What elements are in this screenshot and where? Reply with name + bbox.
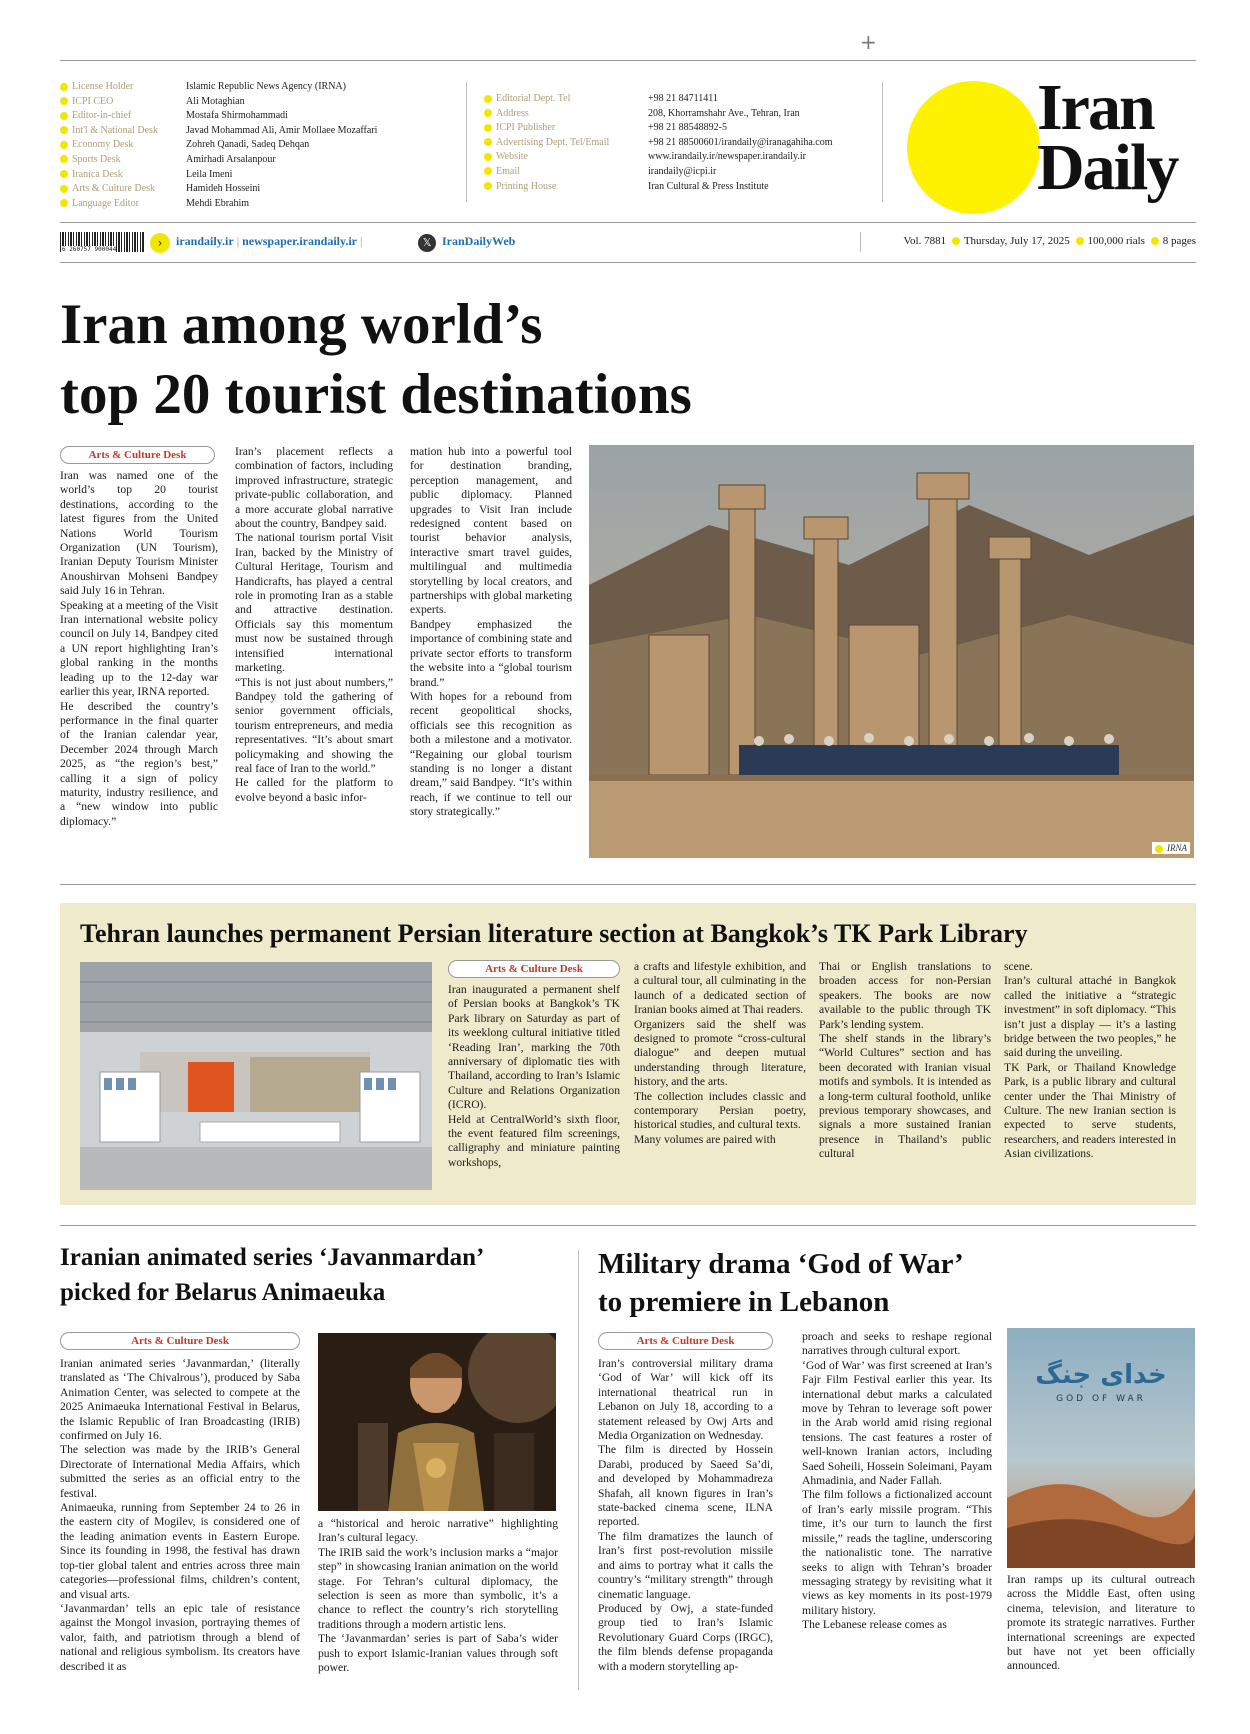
page-count: 8 pages — [1162, 235, 1196, 247]
paragraph: The national tourism portal Visit Iran, backed by the Ministry of Cultural Heritage, Tourism and Handicrafts, has played a central role in promoting Iran as a stable and attractive destination. Officials say this momentum must now be sustained through intensified international marketing. — [235, 531, 393, 675]
headline-line-2: top 20 tourist destinations — [60, 363, 692, 426]
paragraph: He called for the platform to evolve beyond a basic infor- — [235, 776, 393, 804]
paragraph: The ‘Javanmardan’ series is part of Saba’s wider push to export Islamic-Iranian values through soft power. — [318, 1632, 558, 1675]
staff-label: Economy Desk — [72, 139, 134, 151]
staff-label: Arts & Culture Desk — [72, 183, 156, 195]
contact-labels — [484, 92, 644, 194]
story2-column-3 — [819, 960, 991, 1162]
staff-value: Amirhadi Arsalanpour — [186, 153, 276, 165]
newspaper-link[interactable]: newspaper.irandaily.ir — [242, 234, 358, 248]
logo-circle — [907, 81, 1040, 214]
story3-headline — [60, 1240, 580, 1310]
headline-line-1: Iranian animated series ‘Javanmardan’ — [60, 1244, 485, 1271]
volume: Vol. 7881 — [903, 235, 947, 247]
paragraph: scene. — [1004, 960, 1033, 973]
staff-value: Javad Mohammad Ali, Amir Mollaee Mozaffari — [186, 124, 378, 136]
contact-value: Iran Cultural & Press Institute — [648, 180, 769, 192]
library-illustration — [80, 962, 432, 1190]
story1-column-3 — [410, 445, 572, 820]
headline-line-1: Iran among world’s — [60, 293, 543, 356]
paragraph: With hopes for a rebound from recent geopolitical shocks, officials see this recognition as both a milestone and a motivator. “Regaining our global tourism standing is no longer a distant dream,” said Bandpey. “It’s within reach, if we continue to tell our story strategically.” — [410, 689, 572, 819]
story2-column-1 — [448, 983, 620, 1170]
story1-column-1 — [60, 469, 218, 829]
masthead-rule — [60, 222, 1196, 223]
top-rule — [60, 60, 1196, 61]
staff-value: Leila Imeni — [186, 168, 233, 180]
poster-title: GOD OF WAR — [1056, 1394, 1146, 1404]
staff-label: Int'l & National Desk — [72, 124, 158, 136]
arrow-right-icon: › — [150, 233, 170, 253]
contact-label: Address — [496, 107, 529, 119]
paragraph: Organizers said the shelf was designed to promote “cross-cultural dialogue” and deepen mutual understanding through literature, history, and the arts. — [634, 1017, 806, 1089]
poster-illustration — [1007, 1328, 1195, 1568]
staff-value: Ali Motaghian — [186, 95, 245, 107]
staff-label: Language Editor — [72, 197, 139, 209]
story4-column-1 — [598, 1357, 773, 1674]
infobar-rule — [60, 262, 1196, 263]
staff-labels — [60, 80, 180, 211]
paragraph: Iran inaugurated a permanent shelf of Persian books at Bangkok’s TK Park library on Saturday as part of its weeklong cultural initiative titled ‘Reading Iran’, marking the 70th anniversary of diplomatic ties with Thailand, according to Iran’s Islamic Culture and Relations Organization (ICRO). — [448, 983, 620, 1112]
staff-value: Mostafa Shirmohammadi — [186, 110, 288, 122]
price: 100,000 rials — [1087, 235, 1145, 247]
logo-line-1: Iran — [1037, 71, 1154, 144]
column-divider — [578, 1250, 579, 1690]
headline-line-2: picked for Belarus Animaeuka — [60, 1279, 386, 1306]
info-divider — [860, 232, 861, 252]
paragraph: ‘God of War’ was first screened at Iran’s Fajr Film Festival earlier this year. Its international debut marks a calculated move by Tehran to leverage soft power in the Arab world amid rising regional tensions. The cast features a roster of well-known Iranian actors, including Saed Soheili, Hossein Soleimani, Payam Ahmadinia, and Nader Fallah. — [802, 1358, 992, 1488]
staff-value: Zohreh Qanadi, Sadeq Dehqan — [186, 139, 310, 151]
paragraph: ‘Javanmardan’ tells an epic tale of resistance against the Mongol invasion, portraying themes of valor, faith, and patriotism through a blend of national and religious symbolism. Its creators have described it as — [60, 1601, 300, 1673]
staff-label: Iranica Desk — [72, 168, 123, 180]
section-rule — [60, 1225, 1196, 1226]
library-photo — [80, 962, 432, 1190]
desk-badge: Arts & Culture Desk — [60, 1332, 300, 1350]
story3-column-1 — [60, 1357, 300, 1674]
persepolis-illustration — [589, 445, 1194, 858]
paragraph: Iran was named one of the world’s top 20 tourist destinations, according to the latest figures from the United Nations World Tourism Organization (UN Tourism), Iranian Deputy Tourism Minister Anoushirvan Mohseni Bandpey said July 16 in Tehran. — [60, 469, 218, 598]
paragraph: Iran’s controversial military drama ‘God of War’ will kick off its international theatrical run in Lebanon on July 18, according to a statement released by Owj Arts and Media Organization on Wednesday. — [598, 1357, 773, 1443]
contact-label: Email — [496, 165, 520, 177]
contact-value: +98 21 88548892-5 — [648, 122, 727, 134]
paragraph: The collection includes classic and contemporary Persian poetry, historical studies, and cultural texts. — [634, 1089, 806, 1132]
paragraph: The Lebanese release comes as — [802, 1618, 947, 1632]
story4-column-3 — [1007, 1573, 1195, 1674]
paragraph: Iran ramps up its cultural outreach across the Middle East, often using cinema, television, and literature to promote its strategic narratives. Further international screenings are expected but have not yet been officially announced. — [1007, 1573, 1195, 1673]
headline-line-2: to premiere in Lebanon — [598, 1286, 890, 1318]
column-divider — [466, 82, 467, 202]
logo[interactable] — [1037, 71, 1178, 204]
paragraph: Many volumes are paired with — [634, 1132, 776, 1146]
contact-value: +98 21 88500601/irandaily@iranagahiha.com — [648, 136, 833, 148]
god-of-war-poster — [1007, 1328, 1195, 1568]
paragraph: The shelf stands in the library’s “World Cultures” section and has been decorated with Iranian visual motifs and symbols. It is intended as a long-term cultural foothold, unlike previous temporary showcases, and signals a more sustained Iranian presence in Thailand’s public cultural — [819, 1032, 991, 1161]
contact-label: Website — [496, 151, 528, 163]
paragraph: Iran’s cultural attaché in Bangkok called the initiative a “strategic investment” in soft diplomacy. “This isn’t just a display — it’s a lasting bridge between the two peoples,” he said during the unveiling. — [1004, 974, 1176, 1060]
javanmardan-photo — [318, 1333, 556, 1511]
contact-values — [648, 92, 878, 194]
column-divider — [882, 82, 883, 202]
staff-label: Editor-in-chief — [72, 110, 132, 122]
paragraph: Speaking at a meeting of the Visit Iran international website policy council on July 14, Bandpey cited a UN report highlighting Iran’s global ranking in the months leading up to the 12-day war earlier this year, IRNA reported. — [60, 598, 218, 699]
staff-label: Sports Desk — [72, 153, 121, 165]
photo-credit — [1152, 842, 1190, 854]
story1-headline — [60, 290, 960, 430]
barcode-number: 6 260757 900044 — [62, 246, 117, 253]
paragraph: Bandpey emphasized the importance of combining state and private sector efforts to transform the website into a “global tourism brand.” — [410, 617, 572, 689]
issue-info — [903, 235, 1196, 247]
contact-value: +98 21 84711411 — [648, 93, 718, 104]
paragraph: The selection was made by the IRIB’s General Directorate of International Media Affairs, which submitted the series as an official entry to the festival. — [60, 1443, 300, 1500]
site-link[interactable]: irandaily.ir — [176, 234, 234, 248]
story2-headline: Tehran launches permanent Persian literature section at Bangkok’s TK Park Library — [80, 919, 1028, 948]
contact-label: ICPI Publisher — [496, 122, 556, 134]
paragraph: proach and seeks to reshape regional narratives through cultural export. — [802, 1330, 992, 1358]
paragraph: a “historical and heroic narrative” highlighting Iran’s cultural legacy. — [318, 1517, 558, 1545]
paragraph: Thai or English translations to broaden access for non-Persian speakers. The books are now available to the public through TK Park’s lending system. — [819, 960, 991, 1031]
paragraph: Iran’s placement reflects a combination of factors, including improved infrastructure, strategic private-public collaboration, and a more accurate global narrative about the country, Bandpey said. — [235, 445, 393, 531]
website-links: irandaily.ir | newspaper.irandaily.ir | — [176, 234, 363, 248]
paragraph: TK Park, or Thailand Knowledge Park, is a public library and cultural center under the Thai Ministry of Culture. The new Iranian section is expected to serve students, researchers, and readers interested in Asian civilizations. — [1004, 1060, 1176, 1161]
story3-column-2 — [318, 1517, 558, 1675]
x-social-icon: 𝕏 — [418, 234, 436, 252]
staff-value: Mehdi Ebrahim — [186, 197, 250, 209]
headline-line-1: Military drama ‘God of War’ — [598, 1248, 964, 1280]
photo-credit-text: IRNA — [1167, 843, 1187, 853]
date: Thursday, July 17, 2025 — [963, 235, 1070, 247]
paragraph: Iranian animated series ‘Javanmardan,’ (literally translated as ‘The Chivalrous’), produced by Saba Animation Center, was selected to compete at the 2025 Animaeuka International Festival in Belarus, the Islamic Republic of Iran Broadcasting (IRIB) confirmed on July 16. — [60, 1357, 300, 1443]
contact-value: www.irandaily.ir/newspaper.irandaily.ir — [648, 151, 807, 163]
paragraph: mation hub into a powerful tool for destination branding, perception management, and public diplomacy. Planned upgrades to Visit Iran include redesigned content based on tourist behavior analysis, interactive smart travel guides, multilingual and multimedia storytelling by local creators, and partnerships with global marketing experts. — [410, 445, 572, 617]
story4-column-2 — [802, 1330, 992, 1633]
story2-column-2 — [634, 960, 806, 1147]
paragraph: The film follows a fictionalized account of Iran’s early missile program. “This time, it’s our turn to launch the first missile,” reads the tagline, underscoring the nationalistic tone. The narrative seeks to align with Tehran’s broader messaging strategy by revisiting what it views as key moments in its post-1979 military history. — [802, 1488, 992, 1617]
story4-headline — [598, 1245, 1018, 1321]
staff-label: License Holder — [72, 81, 134, 92]
paragraph: a crafts and lifestyle exhibition, and a cultural tour, all culminating in the launch of a dedicated section of Iranian books aimed at Thai readers. — [634, 960, 806, 1017]
contact-label: Advertising Dept. Tel/Email — [496, 136, 610, 148]
paragraph: The film dramatizes the launch of Iran’s first post-revolution missile and aims to portray what it calls the country’s “military strength” through cinematic language. — [598, 1529, 773, 1601]
social-handle[interactable]: IranDailyWeb — [442, 234, 516, 248]
persepolis-photo — [589, 445, 1194, 858]
paragraph: Produced by Owj, a state-funded group tied to Iran’s Islamic Revolutionary Guard Corps (IRGC), the film blends defense propaganda with a modern storytelling ap- — [598, 1601, 773, 1673]
crop-mark-icon: + — [860, 30, 877, 54]
paragraph: The film is directed by Hossein Darabi, produced by Saeed Sa’di, and developed by Mohammadreza Shafah, all known figures in Iran’s state-backed cinema scene, ILNA reported. — [598, 1443, 773, 1529]
staff-value: Hamideh Hosseini — [186, 183, 261, 195]
section-rule — [60, 884, 1196, 885]
desk-badge: Arts & Culture Desk — [598, 1332, 773, 1350]
paragraph: “This is not just about numbers,” Bandpey told the gathering of senior government officials, tourism entrepreneurs, and media representatives. “It’s about smart policymaking and showing the real face of Iran to the world.” — [235, 675, 393, 775]
staff-label: ICPI CEO — [72, 95, 114, 107]
desk-badge: Arts & Culture Desk — [448, 960, 620, 978]
story1-column-2 — [235, 445, 393, 805]
contact-value: 208, Khorramshahr Ave., Tehran, Iran — [648, 107, 800, 119]
staff-values — [186, 80, 456, 211]
svg-text:خدای جنگ: خدای جنگ — [1035, 1360, 1167, 1390]
animated-warrior-illustration — [318, 1333, 556, 1511]
info-bar — [60, 232, 1196, 254]
paragraph: Animaeuka, running from September 24 to 26 in the eastern city of Mogilev, is considered one of the leading animation events in Eastern Europe. Since its founding in 1998, the festival has drawn top-tier global talent and entries across three main categories—professional films, children’s content, and visual arts. — [60, 1501, 300, 1601]
contact-value: irandaily@icpi.ir — [648, 165, 717, 177]
staff-value: Islamic Republic News Agency (IRNA) — [186, 81, 346, 92]
contact-label: Printing House — [496, 180, 557, 192]
story2-column-4 — [1004, 960, 1176, 1162]
desk-badge: Arts & Culture Desk — [60, 446, 215, 464]
logo-line-2: Daily — [1037, 131, 1178, 204]
contact-label: Editorial Dept. Tel — [496, 93, 571, 104]
paragraph: Held at CentralWorld’s sixth floor, the event featured film screenings, calligraphy and miniature painting workshops, — [448, 1112, 620, 1169]
paragraph: The IRIB said the work’s inclusion marks a “major step” in showcasing Iranian animation on the world stage. For Tehran’s cultural diplomacy, the selection is seen as more than symbolic, it’s a chance to reflect the country’s rich storytelling traditions through a modern artistic lens. — [318, 1545, 558, 1631]
paragraph: He described the country’s performance in the final quarter of the Iranian calendar year, December 2024 through March 2025, as “the region’s best,” calling it a sign of policy maturity, industry resilience, and a “new window into public diplomacy.” — [60, 699, 218, 828]
